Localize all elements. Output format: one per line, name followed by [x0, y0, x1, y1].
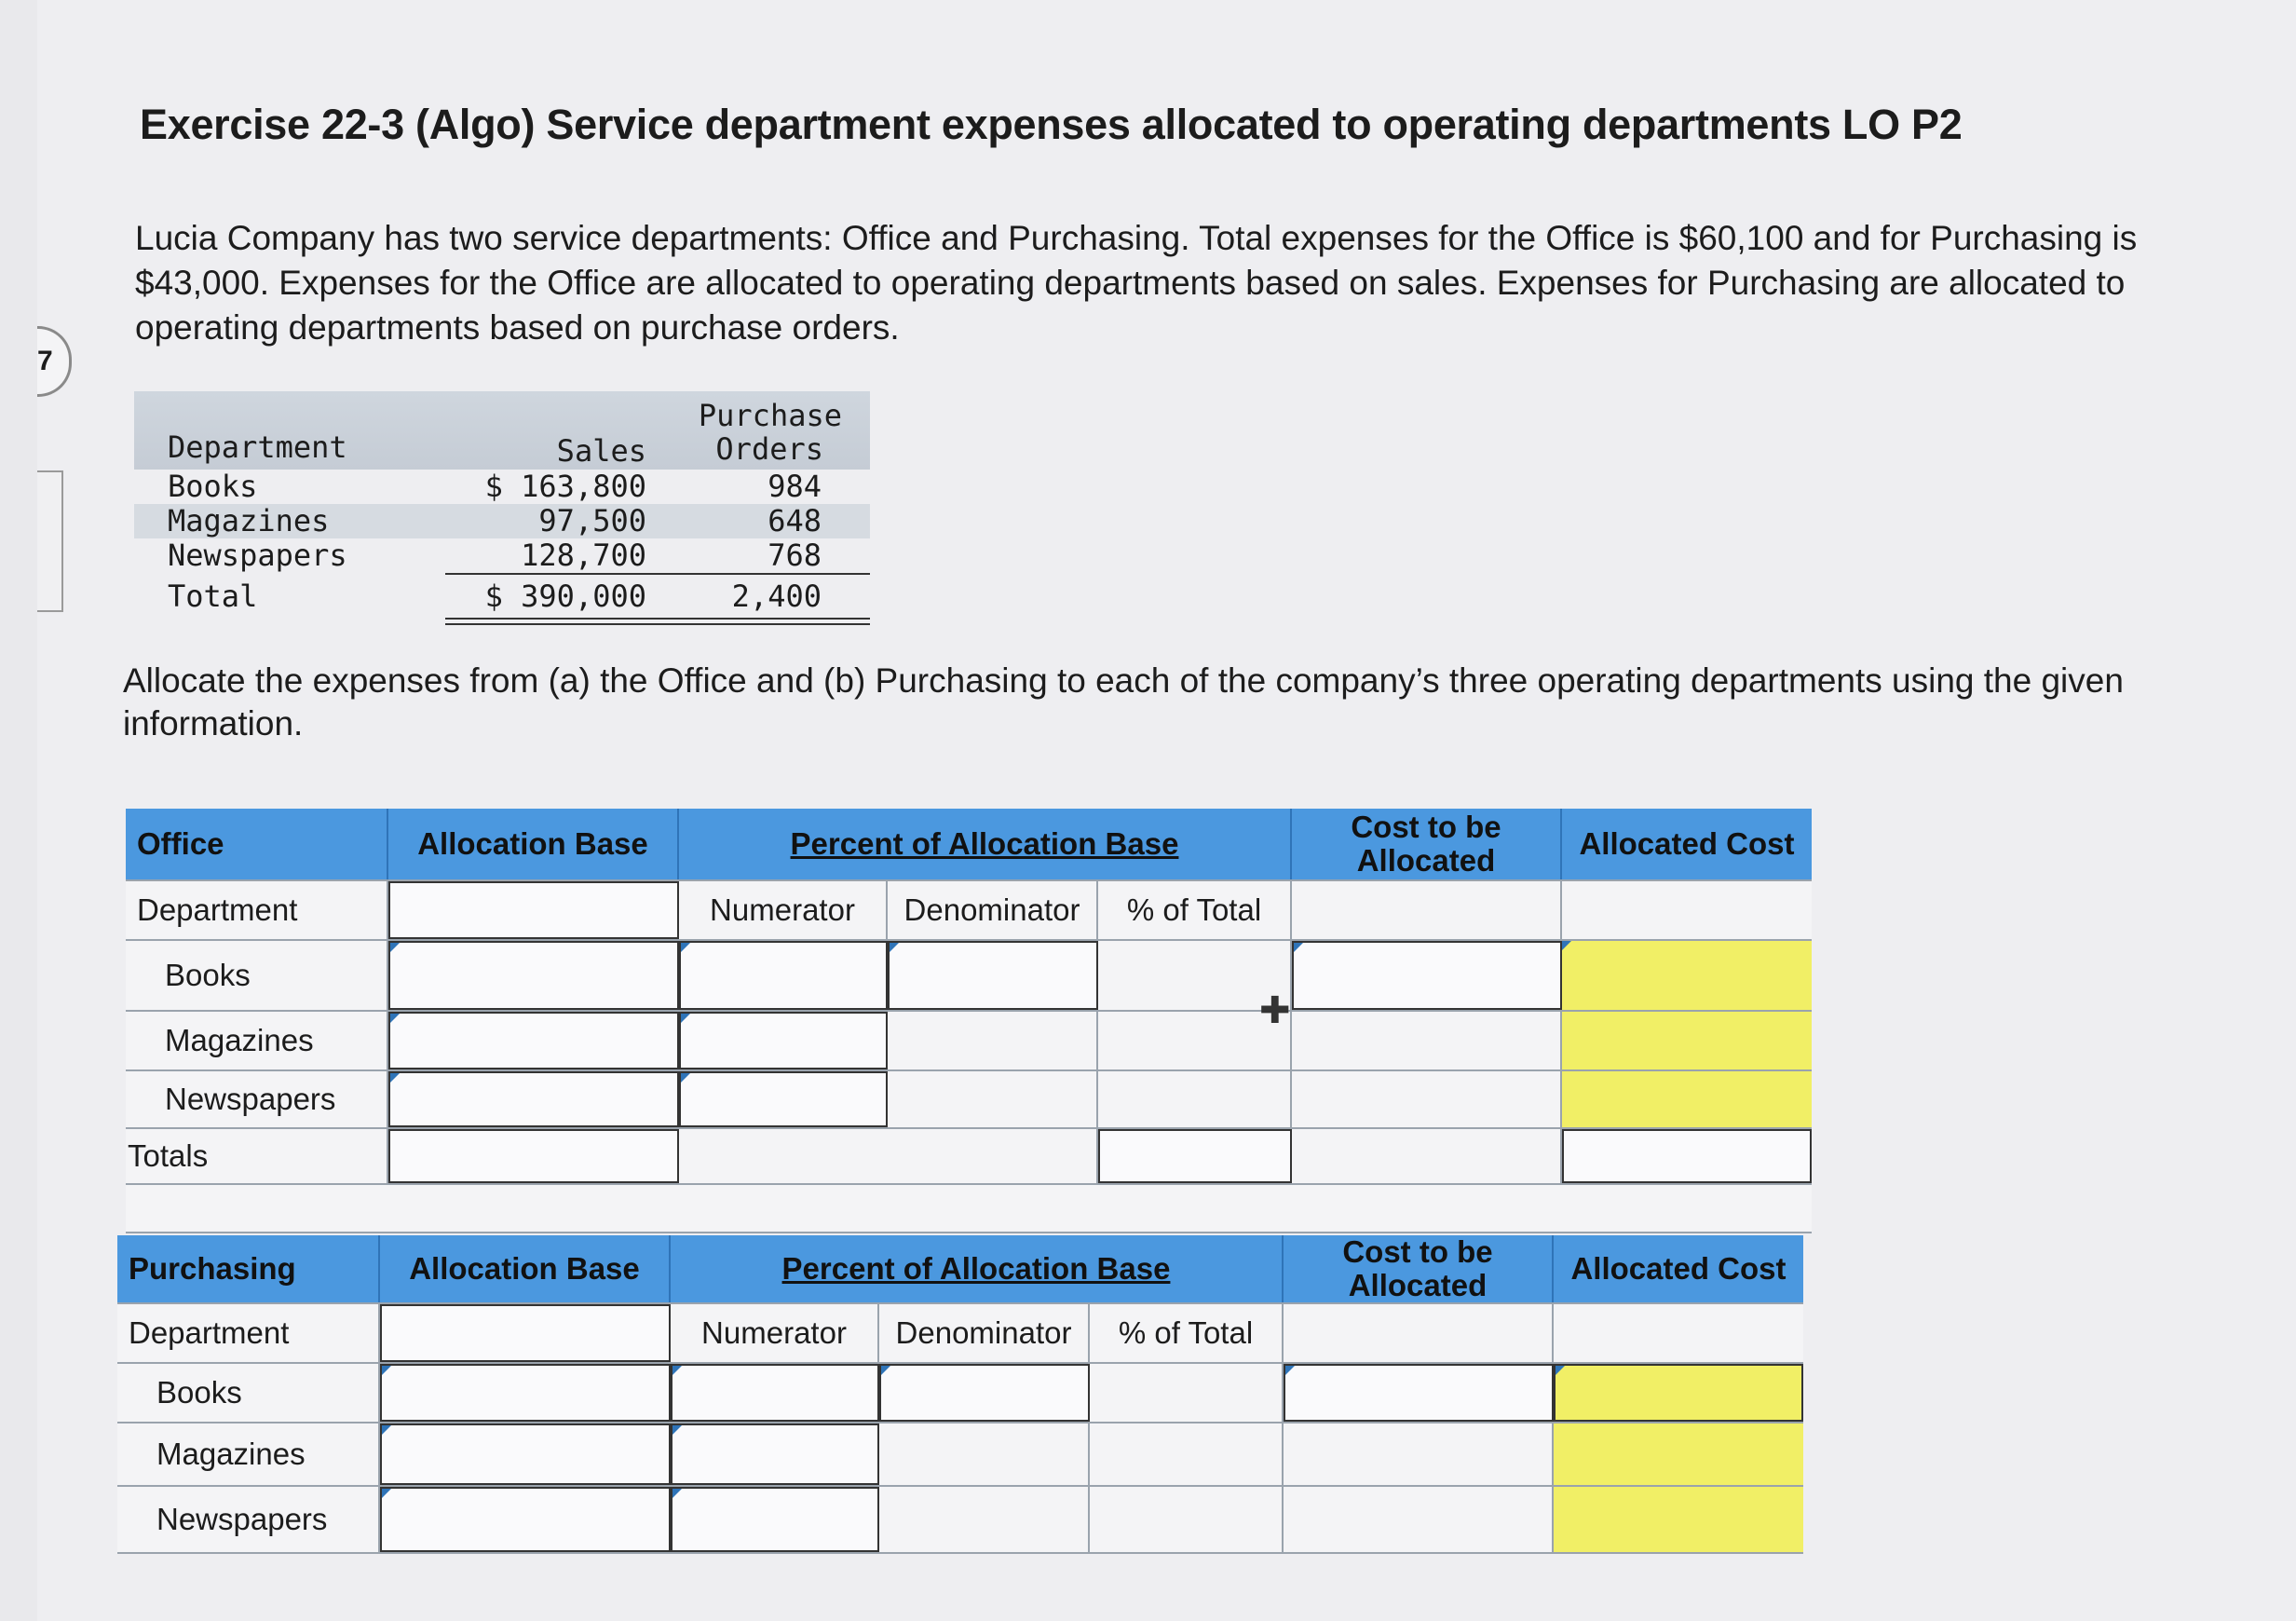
- total-double-rule: [445, 618, 870, 625]
- office-subheader-row: [126, 881, 1812, 941]
- purchasing-header-row: [117, 1235, 1803, 1304]
- data-row-newspapers: [134, 538, 870, 573]
- row-purchase-orders: 768: [768, 538, 822, 573]
- purchasing-newspapers-numerator-input[interactable]: [671, 1487, 879, 1552]
- purchasing-row-magazines: [117, 1423, 1803, 1487]
- office-books-allocated-cost[interactable]: [1562, 941, 1812, 1010]
- data-row-books: [134, 470, 870, 504]
- question-number-tab[interactable]: 7: [37, 326, 72, 397]
- denominator-label: Denominator: [888, 881, 1098, 939]
- header-purchase: Purchase: [698, 398, 842, 433]
- numerator-label: Numerator: [671, 1304, 879, 1362]
- purchasing-row-books: [117, 1364, 1803, 1423]
- office-books-allocation-base-input[interactable]: [388, 941, 679, 1010]
- allocation-base-header: Allocation Base: [380, 1235, 671, 1302]
- denominator-label: Denominator: [879, 1304, 1090, 1362]
- purchasing-newspapers-pct-total: [1090, 1487, 1284, 1552]
- numerator-label: Numerator: [679, 881, 888, 939]
- purchasing-newspapers-allocated-cost[interactable]: [1554, 1487, 1803, 1552]
- office-newspapers-allocated-cost[interactable]: [1562, 1071, 1812, 1127]
- row-label: Newspapers: [126, 1071, 388, 1127]
- office-books-cost-to-allocate-input[interactable]: [1292, 941, 1562, 1010]
- row-sales: 128,700: [521, 538, 646, 573]
- purchasing-newspapers-cost-to-allocate: [1284, 1487, 1554, 1552]
- purchasing-row-newspapers: [117, 1487, 1803, 1554]
- office-magazines-cost-to-allocate: [1292, 1012, 1562, 1069]
- office-magazines-allocated-cost[interactable]: [1562, 1012, 1812, 1069]
- pct-total-label: % of Total: [1090, 1304, 1284, 1362]
- office-books-denominator-input[interactable]: [888, 941, 1098, 1010]
- header-department: Department: [168, 429, 347, 465]
- side-panel-handle[interactable]: [37, 470, 63, 612]
- purchasing-worksheet: [117, 1235, 1803, 1554]
- office-section-label: Office: [126, 809, 388, 879]
- blank-cell: [679, 1129, 888, 1183]
- office-row-magazines: [126, 1012, 1812, 1071]
- blank-cell: [1284, 1304, 1554, 1362]
- row-label: Books: [117, 1364, 380, 1422]
- purchasing-books-allocation-base-input[interactable]: [380, 1364, 671, 1422]
- worksheet-page: [37, 0, 2296, 1621]
- data-row-total: [134, 573, 870, 620]
- office-row-books: [126, 941, 1812, 1012]
- row-department: Magazines: [168, 503, 330, 538]
- office-newspapers-pct-total: [1098, 1071, 1292, 1127]
- percent-of-allocation-base-header: Percent of Allocation Base: [671, 1235, 1284, 1302]
- purchasing-section-label: Purchasing: [117, 1235, 380, 1302]
- subtotal-rule: [445, 573, 870, 575]
- total-purchase-orders: 2,400: [731, 579, 822, 614]
- office-header-row: [126, 809, 1812, 881]
- row-sales: $ 163,800: [484, 469, 646, 504]
- percent-of-allocation-base-header: Percent of Allocation Base: [679, 809, 1292, 879]
- office-magazines-numerator-input[interactable]: [679, 1012, 888, 1069]
- office-worksheet: [126, 809, 1812, 1233]
- purchasing-newspapers-denominator: [879, 1487, 1090, 1552]
- problem-description: Lucia Company has two service departments: Office and Purchasing. Total expenses for the Office is $60,100 and for Purchasing is $43,000. Expenses for the Office are allocated to operating departments based on sales. Expenses for Purchasing are allocated to operating departments based on purchase orders.: [135, 219, 2138, 347]
- blank-cell: [1562, 881, 1812, 939]
- office-newspapers-cost-to-allocate: [1292, 1071, 1562, 1127]
- purchasing-magazines-allocation-base-input[interactable]: [380, 1423, 671, 1485]
- purchasing-books-pct-total: [1090, 1364, 1284, 1422]
- purchasing-books-denominator-input[interactable]: [879, 1364, 1090, 1422]
- row-label: Magazines: [117, 1423, 380, 1485]
- row-department: Books: [168, 469, 258, 504]
- office-magazines-allocation-base-input[interactable]: [388, 1012, 679, 1069]
- purchasing-newspapers-allocation-base-input[interactable]: [380, 1487, 671, 1552]
- purchasing-magazines-denominator: [879, 1423, 1090, 1485]
- office-total-pct-input[interactable]: [1098, 1129, 1292, 1183]
- allocation-base-header: Allocation Base: [388, 809, 679, 879]
- blank-cell: [1292, 881, 1562, 939]
- purchasing-books-numerator-input[interactable]: [671, 1364, 879, 1422]
- allocated-cost-header: Allocated Cost: [1579, 826, 1795, 861]
- row-label: Books: [126, 941, 388, 1010]
- office-row-totals: [126, 1129, 1812, 1185]
- department-label: Department: [117, 1304, 380, 1362]
- office-books-numerator-input[interactable]: [679, 941, 888, 1010]
- department-label: Department: [126, 881, 388, 939]
- exercise-title: Exercise 22-3 (Algo) Service department expenses allocated to operating departments LO P2: [140, 101, 1963, 148]
- purchasing-magazines-allocated-cost[interactable]: [1554, 1423, 1803, 1485]
- instruction-text: Allocate the expenses from (a) the Office and (b) Purchasing to each of the company’s three operating departments using the given information.: [123, 661, 2124, 742]
- cost-to-be-allocated-header: Cost to be Allocated: [1292, 809, 1562, 879]
- data-row-magazines: [134, 504, 870, 538]
- office-newspapers-numerator-input[interactable]: [679, 1071, 888, 1127]
- header-sales: Sales: [556, 433, 646, 469]
- totals-label: Totals: [126, 1129, 388, 1183]
- row-label: Newspapers: [117, 1487, 380, 1552]
- header-orders: Orders: [715, 431, 823, 467]
- given-data-table: [134, 391, 870, 620]
- purchasing-magazines-pct-total: [1090, 1423, 1284, 1485]
- purchasing-magazines-cost-to-allocate: [1284, 1423, 1554, 1485]
- total-label: Total: [168, 579, 258, 614]
- data-table-header: [134, 391, 870, 470]
- office-magazines-denominator: [888, 1012, 1098, 1069]
- purchasing-books-allocated-cost[interactable]: [1554, 1364, 1803, 1422]
- blank-cell: [1292, 1129, 1562, 1183]
- purchasing-books-cost-to-allocate-input[interactable]: [1284, 1364, 1554, 1422]
- office-row-newspapers: [126, 1071, 1812, 1129]
- office-total-allocated-cost-input[interactable]: [1562, 1129, 1812, 1183]
- office-newspapers-allocation-base-input[interactable]: [388, 1071, 679, 1127]
- allocated-cost-header: Allocated Cost: [1570, 1251, 1787, 1286]
- row-purchase-orders: 648: [768, 503, 822, 538]
- office-allocation-base-name-input[interactable]: [388, 881, 679, 939]
- blank-cell: [1554, 1304, 1803, 1362]
- section-spacer: [126, 1185, 1812, 1233]
- mouse-cursor-icon: ✚: [1259, 990, 1291, 1031]
- purchasing-subheader-row: [117, 1304, 1803, 1364]
- blank-cell: [888, 1129, 1098, 1183]
- pct-total-label: % of Total: [1098, 881, 1292, 939]
- row-label: Magazines: [126, 1012, 388, 1069]
- office-total-allocation-base-input[interactable]: [388, 1129, 679, 1183]
- row-purchase-orders: 984: [768, 469, 822, 504]
- row-department: Newspapers: [168, 538, 347, 573]
- cost-to-be-allocated-header: Cost to be Allocated: [1284, 1235, 1554, 1302]
- total-sales: $ 390,000: [484, 579, 646, 614]
- row-sales: 97,500: [538, 503, 646, 538]
- purchasing-allocation-base-name-input[interactable]: [380, 1304, 671, 1362]
- purchasing-magazines-numerator-input[interactable]: [671, 1423, 879, 1485]
- office-newspapers-denominator: [888, 1071, 1098, 1127]
